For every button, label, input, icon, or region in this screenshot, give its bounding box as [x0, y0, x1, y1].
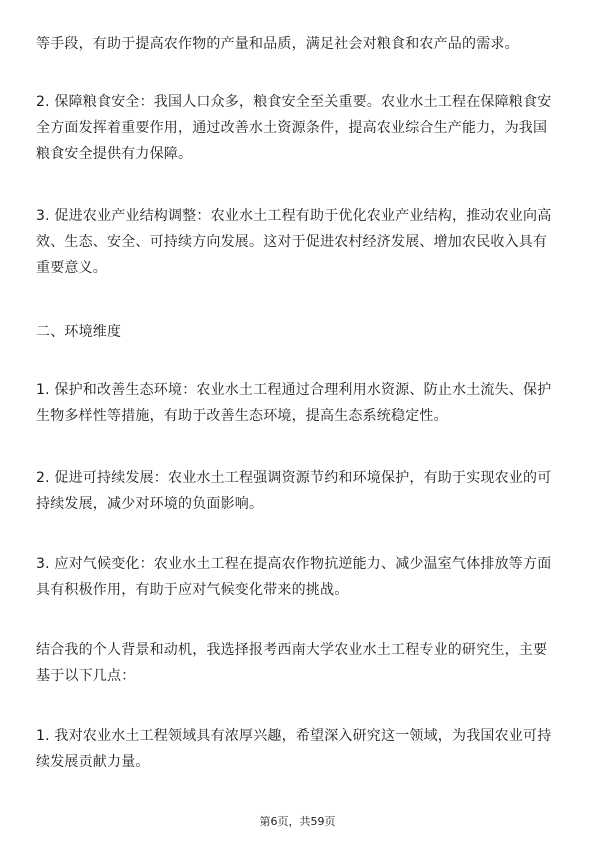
- paragraph-sustainability: [36, 465, 560, 517]
- text-line: 效、生态、安全、可持续方向发展。这对于促进农村经济发展、增加农民收入具有: [36, 234, 548, 250]
- paragraph-industry-structure: [36, 203, 560, 281]
- paragraph-interest: [36, 723, 560, 775]
- text-line: 全方面发挥着重要作用，通过改善水土资源条件，提高农业综合生产能力，为我国: [36, 120, 548, 136]
- paragraph-climate: [36, 551, 560, 603]
- text-line: 1. 保护和改善生态环境：农业水土工程通过合理利用水资源、防止水土流失、保护: [36, 382, 552, 398]
- page-number: 第6页，共59页: [259, 815, 336, 828]
- text-line: 具有积极作用，有助于应对气候变化带来的挑战。: [36, 582, 349, 598]
- text-line: 生物多样性等措施，有助于改善生态环境，提高生态系统稳定性。: [36, 408, 448, 424]
- section-heading: 二、环境维度: [36, 324, 122, 340]
- text-line: 基于以下几点：: [36, 668, 136, 684]
- text-line: 2. 促进可持续发展：农业水土工程强调资源节约和环境保护，有助于实现农业的可: [36, 470, 552, 486]
- text-line: 1. 我对农业水土工程领域具有浓厚兴趣，希望深入研究这一领域，为我国农业可持: [36, 728, 552, 744]
- paragraph-motivation: [36, 637, 560, 689]
- paragraph-continuation: [36, 31, 560, 57]
- paragraph-food-security: [36, 89, 560, 167]
- text-line: 续发展贡献力量。: [36, 754, 150, 770]
- text-line: 结合我的个人背景和动机，我选择报考西南大学农业水土工程专业的研究生，主要: [36, 642, 548, 658]
- text-line: 粮食安全提供有力保障。: [36, 146, 193, 162]
- paragraph-ecology: [36, 377, 560, 429]
- section-heading-environment: [36, 319, 560, 345]
- text-line: 2. 保障粮食安全：我国人口众多，粮食安全至关重要。农业水土工程在保障粮食安: [36, 94, 552, 110]
- text-line: 3. 应对气候变化：农业水土工程在提高农作物抗逆能力、减少温室气体排放等方面: [36, 556, 552, 572]
- text-line: 持续发展，减少对环境的负面影响。: [36, 496, 264, 512]
- text-line: 等手段，有助于提高农作物的产量和品质，满足社会对粮食和农产品的需求。: [36, 36, 519, 52]
- text-line: 3. 促进农业产业结构调整：农业水土工程有助于优化农业产业结构，推动农业向高: [36, 208, 552, 224]
- text-line: 重要意义。: [36, 260, 107, 276]
